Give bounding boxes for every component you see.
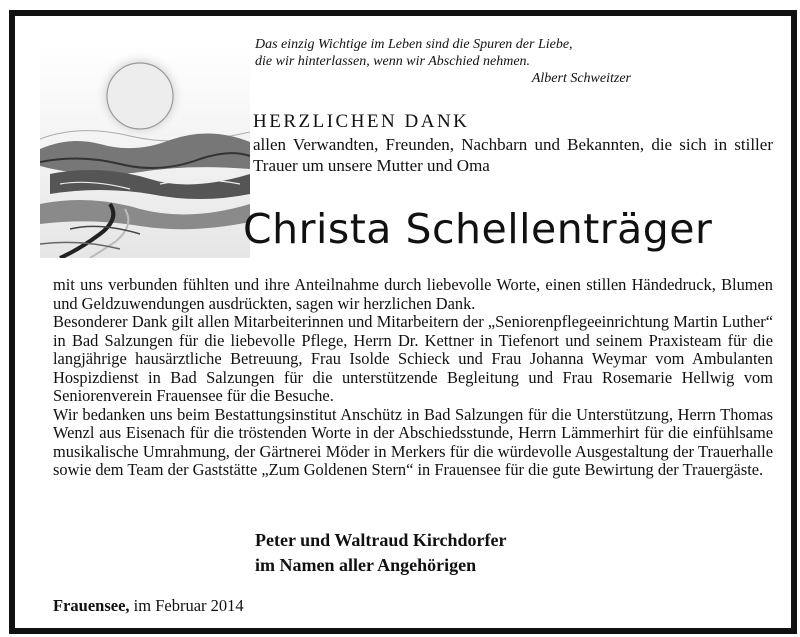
obituary-card (9, 10, 797, 634)
signature-names: Peter und Waltraud Kirchdorfer (255, 530, 507, 550)
paragraph-3: Wir bedanken uns beim Bestattungsinstitut Anschütz in Bad Salzungen für die Unterstützung, Herrn Thomas Wenzl aus Eisenach für die tröstenden Worte in der Abschiedsstunde, Herrn Lämmerhirt für die einfühlsame musikalische Umrahmung, der Gärtnerei Möder in Merkers für die würdevolle Ausgestaltung der Trauerhalle sowie dem Team der Gaststätte „Zum Goldenen Stern“ in Frauensee für die gute Bewirtung der Trauergäste. (53, 404, 773, 479)
place-date (53, 596, 244, 616)
paragraph-2: Besonderer Dank gilt allen Mitarbeiterinnen und Mitarbeitern der „Seniorenpflegeeinrichtung Martin Luther“ in Bad Salzungen für die liebevolle Pflege, Herrn Dr. Kettner in Tiefenort und seinem Praxisteam für die langjährige hausärztliche Betreuung, Frau Isolde Schieck und Frau Johanna Weymar vom Ambulanten Hospizdienst in Bad Salzungen für die unterstützende Begleitung und Frau Rosemarie Hellwig vom Seniorenverein Frauensee für die Besuche. (53, 312, 773, 405)
epigraph-quote (255, 36, 631, 87)
quote-author: Albert Schweitzer (531, 71, 631, 86)
quote-line-2: die wir hinterlassen, wenn wir Abschied nehmen. (255, 54, 531, 69)
thanks-heading: HERZLICHEN DANK (253, 111, 470, 132)
quote-line-1: Das einzig Wichtige im Leben sind die Spuren der Liebe, (255, 37, 573, 52)
paragraph-1: mit uns verbunden fühlten und ihre Anteilnahme durch liebevolle Worte, einen stillen Händedruck, Blumen und Geldzuwendungen ausdrückten, sagen wir herzlichen Dank. (53, 275, 773, 313)
deceased-name: Christa Schellenträger (243, 205, 713, 253)
date-text: im Februar 2014 (133, 596, 244, 615)
moon-landscape-drawing (40, 44, 250, 258)
signature-relatives: im Namen aller Angehörigen (255, 555, 477, 575)
thanks-body (53, 276, 773, 480)
intro-text: allen Verwandten, Freunden, Nachbarn und Bekannten, die sich in stiller Trauer um unsere Mutter und Oma (253, 135, 773, 175)
signature-block (255, 528, 507, 578)
place-name: Frauensee, (53, 596, 130, 615)
